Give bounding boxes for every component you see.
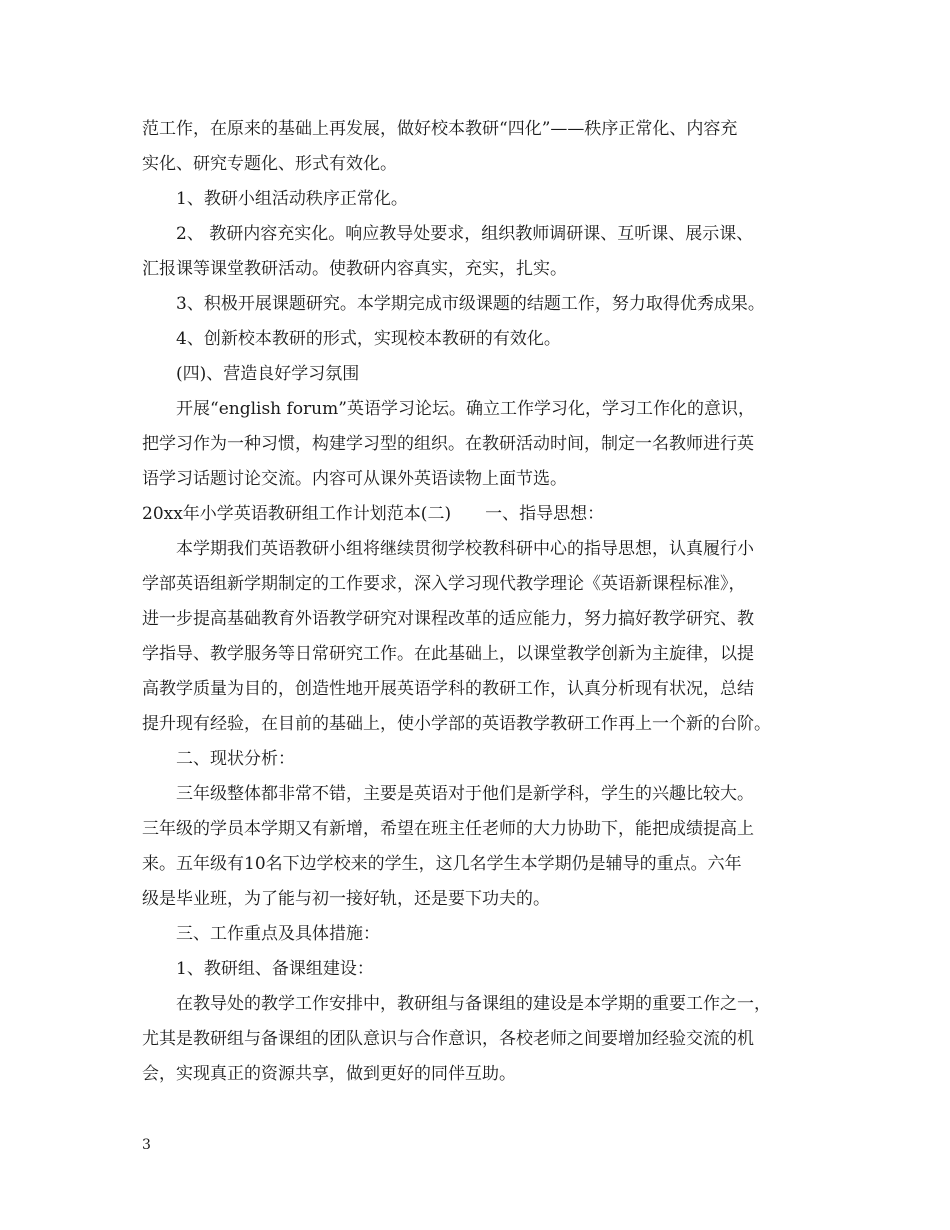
text-line: 范工作，在原来的基础上再发展，做好校本教研“四化”——秩序正常化、内容充 bbox=[142, 119, 738, 139]
text-line: 三年级的学员本学期又有新增，希望在班主任老师的大力协助下，能把成绩提高上 bbox=[142, 819, 754, 839]
text-line: 开展“english forum”英语学习论坛。确立工作学习化，学习工作化的意识， bbox=[176, 399, 755, 419]
text-line: 20xx年小学英语教研组工作计划范本(二) 一、指导思想： bbox=[142, 504, 605, 524]
text-line: 把学习作为一种习惯，构建学习型的组织。在教研活动时间，制定一名教师进行英 bbox=[142, 434, 754, 454]
text-line: 1、教研组、备课组建设： bbox=[176, 959, 374, 979]
text-line: (四)、营造良好学习氛围 bbox=[176, 364, 360, 384]
text-line: 4、创新校本教研的形式，实现校本教研的有效化。 bbox=[176, 329, 561, 349]
text-line: 三、工作重点及具体措施： bbox=[176, 924, 380, 944]
page-number: 3 bbox=[142, 1137, 151, 1153]
document-body bbox=[142, 112, 822, 1092]
text-line: 汇报课等课堂教研活动。使教研内容真实，充实，扎实。 bbox=[142, 259, 567, 279]
text-line: 实化、研究专题化、形式有效化。 bbox=[142, 154, 397, 174]
text-line: 3、积极开展课题研究。本学期完成市级课题的结题工作，努力取得优秀成果。 bbox=[176, 294, 765, 314]
text-line: 在教导处的教学工作安排中，教研组与备课组的建设是本学期的重要工作之一， bbox=[176, 994, 771, 1014]
text-line: 会，实现真正的资源共享，做到更好的同伴互助。 bbox=[142, 1064, 516, 1084]
text-line: 级是毕业班，为了能与初一接好轨，还是要下功夫的。 bbox=[142, 889, 550, 909]
text-line: 尤其是教研组与备课组的团队意识与合作意识，各校老师之间要增加经验交流的机 bbox=[142, 1029, 754, 1049]
text-line: 三年级整体都非常不错，主要是英语对于他们是新学科，学生的兴趣比较大。 bbox=[176, 784, 754, 804]
text-line: 学部英语组新学期制定的工作要求，深入学习现代教学理论《英语新课程标准》， bbox=[142, 574, 746, 594]
text-line: 语学习话题讨论交流。内容可从课外英语读物上面节选。 bbox=[142, 469, 567, 489]
text-line: 2、 教研内容充实化。响应教导处要求，组织教师调研课、互听课、展示课、 bbox=[176, 224, 754, 244]
text-line: 二、现状分析： bbox=[176, 749, 295, 769]
text-line: 来。五年级有10名下边学校来的学生，这几名学生本学期仍是辅导的重点。六年 bbox=[142, 854, 742, 874]
text-line: 进一步提高基础教育外语教学研究对课程改革的适应能力，努力搞好教学研究、教 bbox=[142, 609, 754, 629]
text-line: 本学期我们英语教研小组将继续贯彻学校教科研中心的指导思想，认真履行小 bbox=[176, 539, 754, 559]
text-line: 学指导、教学服务等日常研究工作。在此基础上，以课堂教学创新为主旋律，以提 bbox=[142, 644, 754, 664]
text-line: 高教学质量为目的，创造性地开展英语学科的教研工作，认真分析现有状况，总结 bbox=[142, 679, 754, 699]
text-line: 提升现有经验，在目前的基础上，使小学部的英语教学教研工作再上一个新的台阶。 bbox=[142, 714, 771, 734]
text-line: 1、教研小组活动秩序正常化。 bbox=[176, 189, 408, 209]
